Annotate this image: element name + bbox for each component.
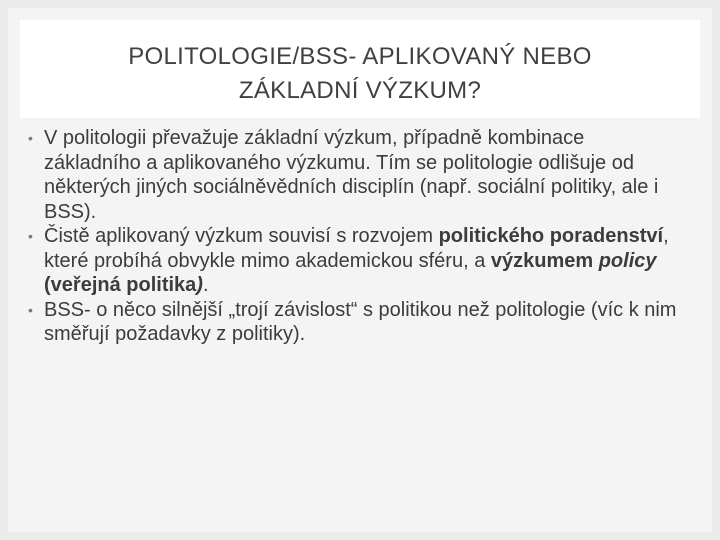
bullet-text-3: BSS- o něco silnější „trojí závislost“ s politikou než politologie (víc k nim směřují požadavky z politiky). [44, 298, 677, 345]
bullet-text-2c: . [202, 274, 209, 296]
slide-title [20, 40, 700, 108]
bullet-emphasis-political-advisory: politického poradenství [438, 225, 664, 247]
bullet-marker: • [28, 301, 33, 318]
bullet-text-2b: , které probíhá obvykle mimo akademickou sféru, a [44, 225, 669, 272]
title-box [20, 20, 700, 118]
bullet-text-1: V politologii převažuje základní výzkum, případně kombinace základního a aplikovaného výzkumu. Tím se politologie odlišuje od některých jiných sociálněvědních disciplín (např. sociální politiky, ale i BSS). [44, 127, 659, 223]
bullet-emphasis-public-policy: (veřejná politika [44, 274, 197, 296]
bullet-marker: • [28, 130, 33, 146]
bullet-item-3 [26, 298, 686, 347]
bullet-emphasis-paren: ) [196, 274, 203, 296]
bullet-item-2 [26, 224, 686, 298]
bullet-marker: • [28, 228, 33, 244]
bullet-emphasis-research: výzkumem [490, 249, 599, 272]
title-line-1: POLITOLOGIE/BSS- APLIKOVANÝ NEBO [128, 43, 592, 70]
bullet-item-1 [26, 126, 686, 224]
bullet-emphasis-policy: policy [598, 249, 657, 272]
bullet-text-2a: Čistě aplikovaný výzkum souvisí s rozvojem [44, 225, 439, 247]
title-line-2: ZÁKLADNÍ VÝZKUM? [238, 77, 482, 104]
bullet-list [26, 126, 686, 347]
